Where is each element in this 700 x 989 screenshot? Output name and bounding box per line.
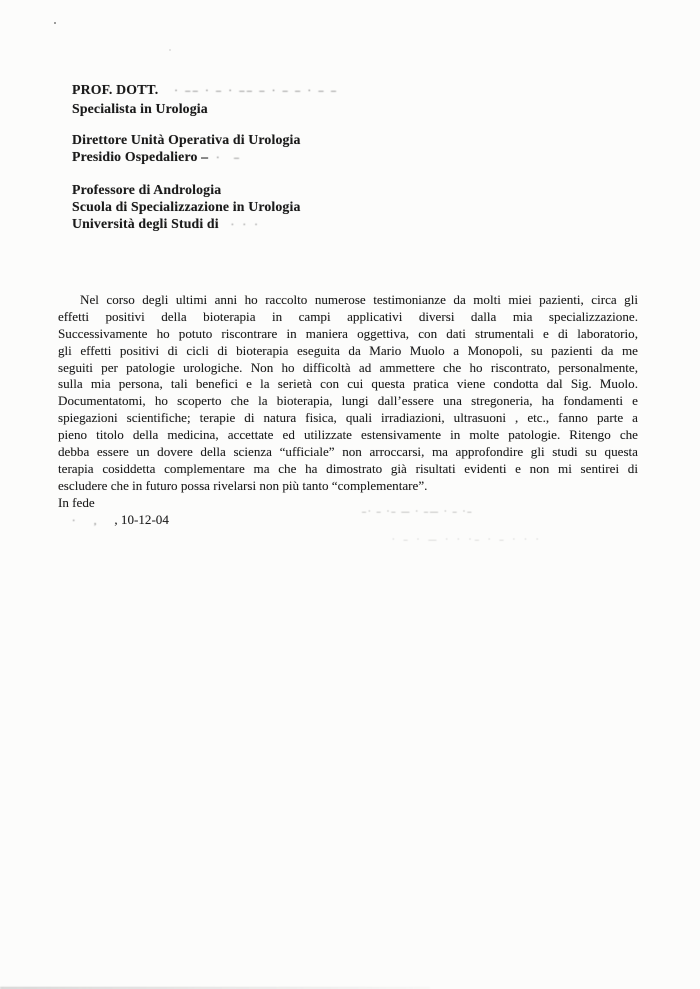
redacted-name-marks: · –– · – · –– – · – – · – – xyxy=(174,86,339,97)
body-line: terapia cosiddetta complementare ma che ha dimostrato già risultati evidenti e non mi sentirei di xyxy=(58,460,638,476)
scan-speck xyxy=(54,22,56,24)
body-line: seguiti per patologie urologiche. Non ho difficoltà ad ammettere che ho riscontrato, personalmente, xyxy=(58,359,638,375)
body-line: sulla mia persona, tali benefici e la serietà con cui questa pratica viene condotta dal Sig. Muolo. xyxy=(58,376,638,392)
letterhead-line-prof-dott xyxy=(72,81,339,100)
body-line: pieno titolo della medicina, accettate ed utilizzate estensivamente in molte patologie. Ritengo che xyxy=(58,427,638,443)
presidio-label: Presidio Ospedaliero – xyxy=(72,149,209,165)
letterhead-line-presidio xyxy=(72,148,339,167)
letter-body xyxy=(58,292,638,528)
closing-in-fede: In fede xyxy=(58,494,95,510)
redacted-hospital-marks: · – xyxy=(216,153,246,165)
letterhead-line-scuola: Scuola di Specializzazione in Urologia xyxy=(72,199,301,215)
redacted-university-marks: · · · xyxy=(230,220,261,232)
letterhead-spacer xyxy=(72,167,339,181)
scan-speck xyxy=(169,49,171,51)
erased-signature-line-2: · – · — · · ·– · – · · · xyxy=(392,535,542,544)
body-line: Documentatomi, ho scoperto che la bioterapia, lungi dall’essere una stregoneria, ha fondamenti e xyxy=(58,393,638,409)
letterhead xyxy=(72,81,339,235)
universita-label: Università degli Studi di xyxy=(72,216,219,232)
body-line: spiegazioni scientifiche; terapie di natura fisica, quali irradiazioni, ultrasuoni , etc., fanno parte a xyxy=(58,410,638,426)
body-line: debba essere un dovere della scienza “ufficiale” non arroccarsi, ma approfondire gli studi su questa xyxy=(58,444,638,460)
date-text: , 10-12-04 xyxy=(114,511,169,527)
letterhead-line-specialista: Specialista in Urologia xyxy=(72,101,208,117)
body-line: gli effetti positivi di cicli di bioterapia eseguita da Mario Muolo a Monopoli, su pazienti da me xyxy=(58,342,638,358)
body-line: Nel corso degli ultimi anni ho raccolto numerose testimonianze da molti miei pazienti, circa gli xyxy=(80,292,638,307)
body-line: Successivamente ho potuto riscontrare in maniera oggettiva, con dati strumentali e di laboratorio, xyxy=(58,325,638,341)
letterhead-spacer xyxy=(72,117,339,131)
body-line: escludere che in futuro possa rivelarsi non più tanto “complementare”. xyxy=(58,477,428,493)
body-line: effetti positivi della bioterapia in campi applicativi diversi dalla mia specializzazione. xyxy=(58,308,638,324)
letterhead-line-direttore: Direttore Unità Operativa di Urologia xyxy=(72,132,301,147)
letterhead-line-universita xyxy=(72,215,339,234)
date-line xyxy=(58,512,638,529)
letterhead-line-professore: Professore di Andrologia xyxy=(72,182,222,197)
prof-dott-label: PROF. DOTT. xyxy=(72,82,159,97)
redacted-place-marks: · , xyxy=(72,515,105,527)
erased-signature-line-1: –· – ·– — · –— · – ·– xyxy=(362,507,474,516)
